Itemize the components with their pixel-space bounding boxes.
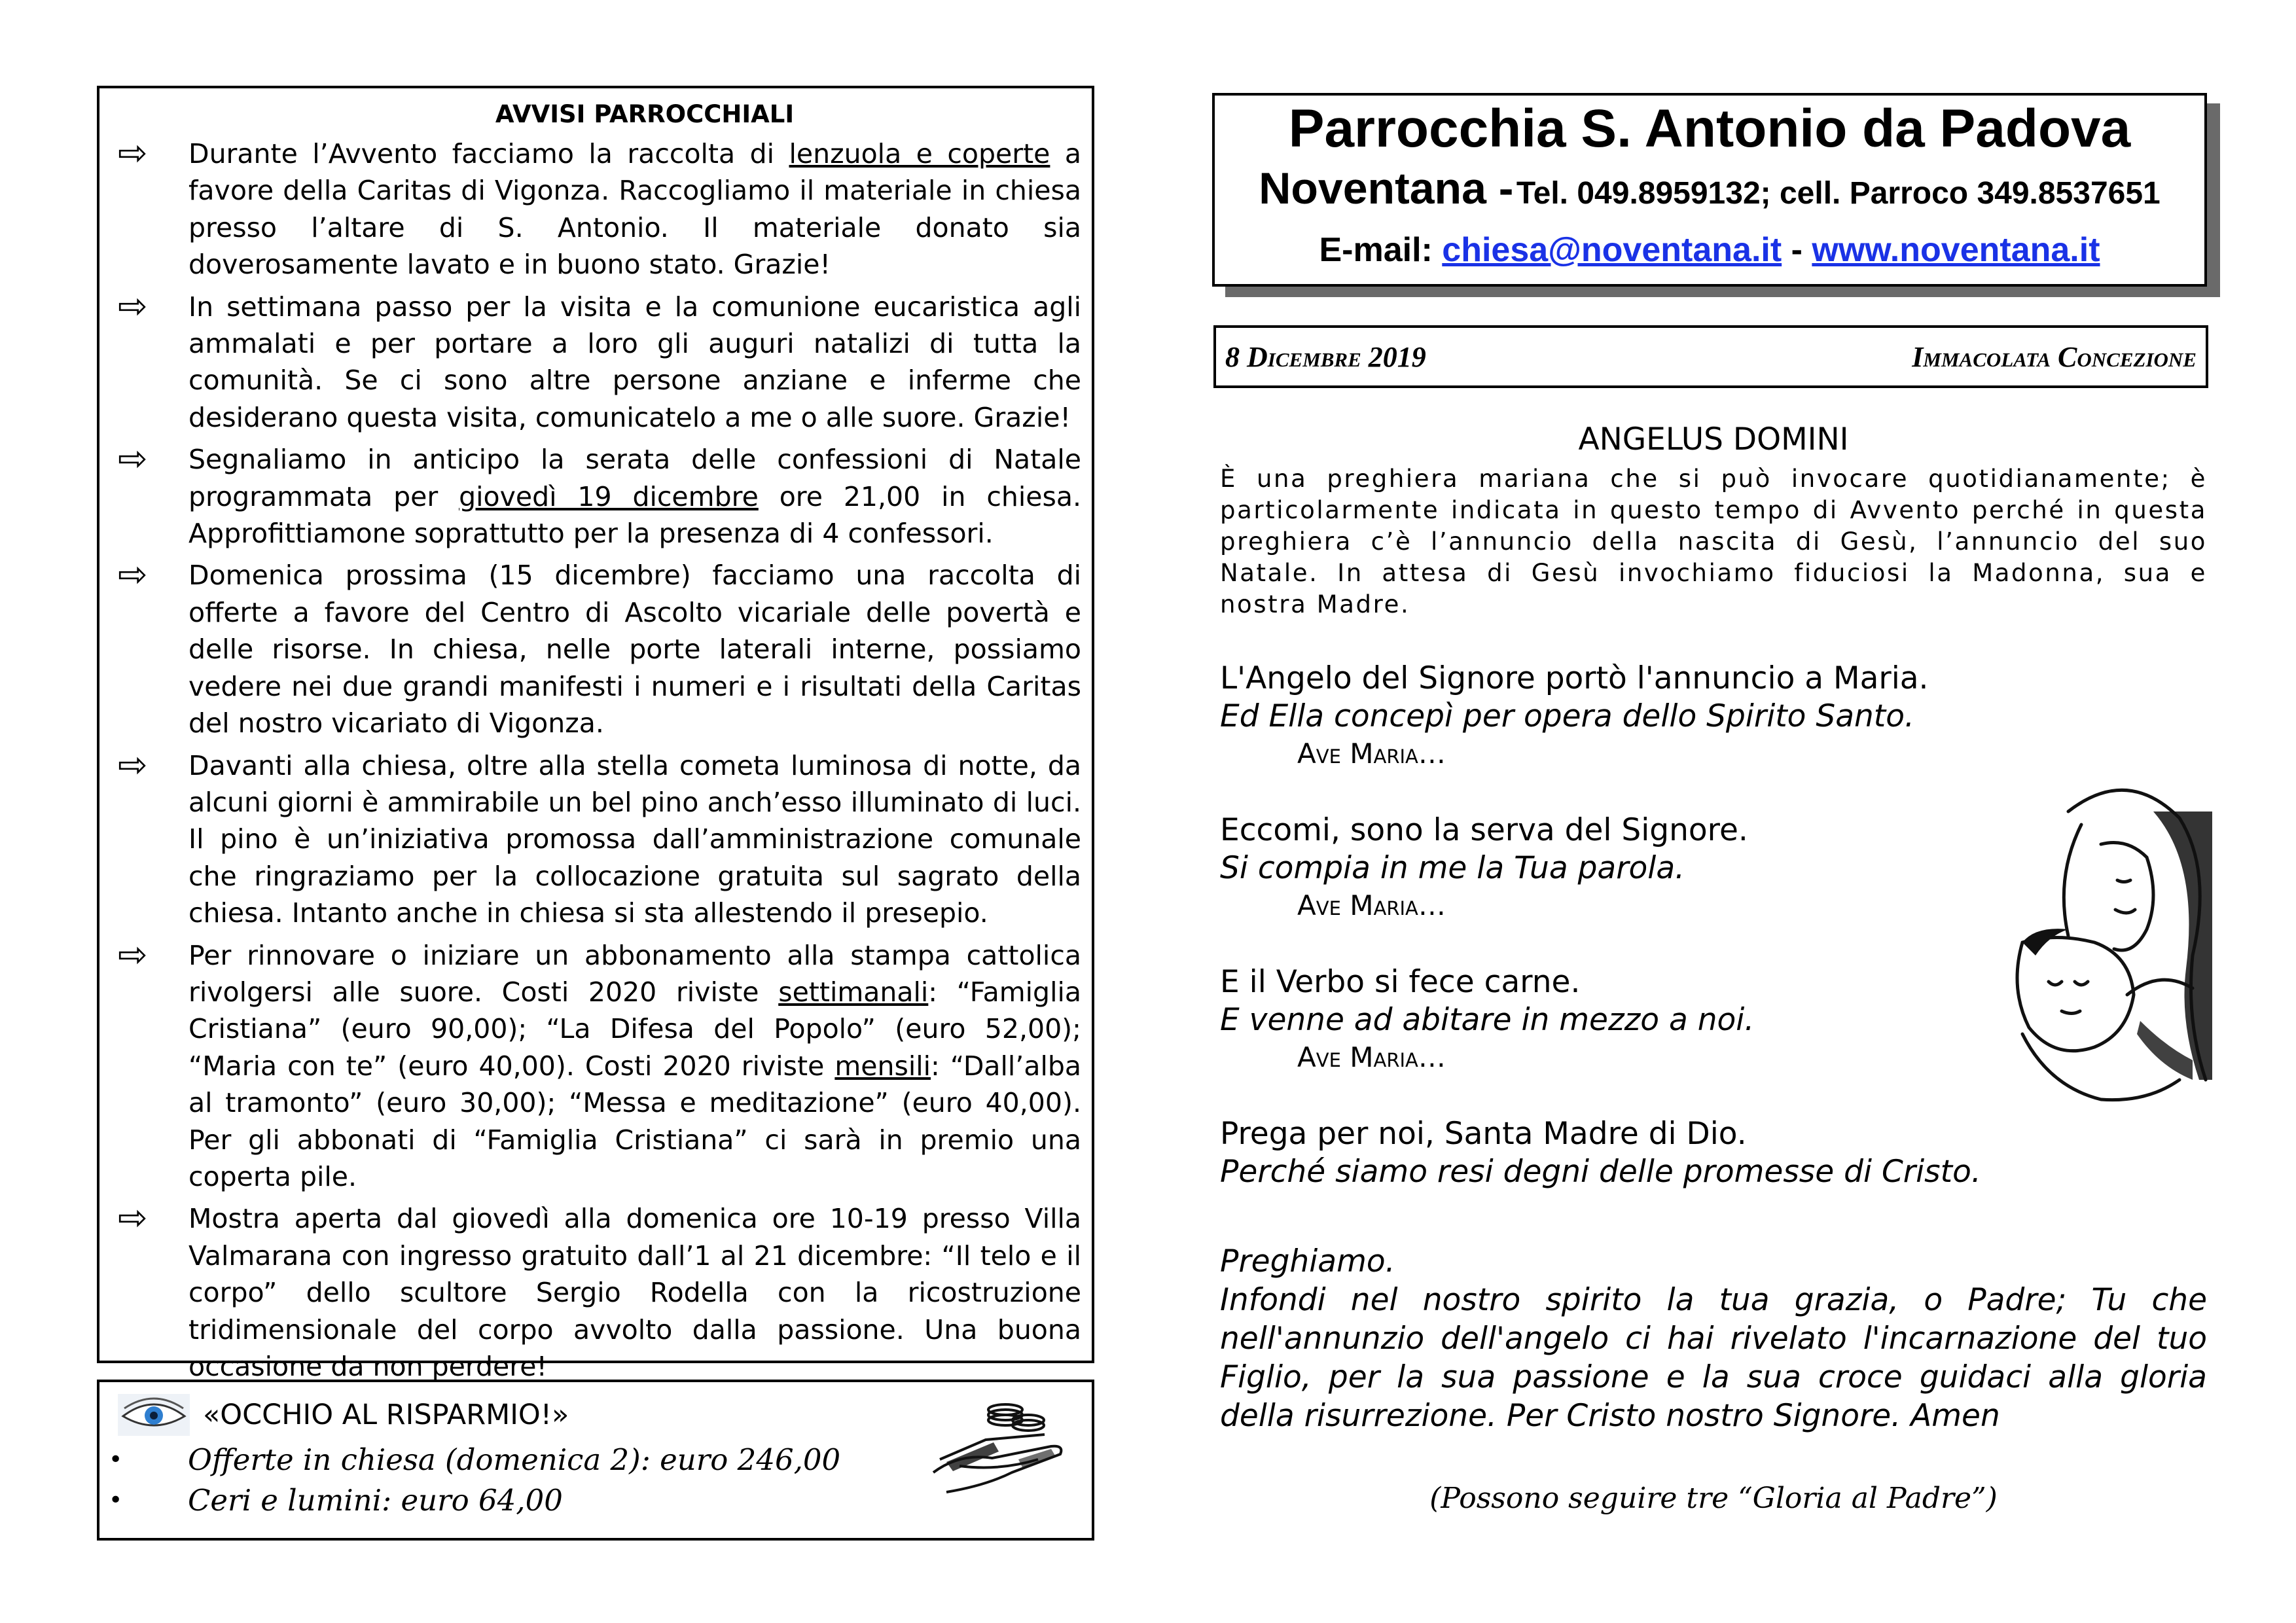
verse-response: Si compia in me la Tua parola. [1220,850,1685,886]
parish-header [1212,93,2207,287]
verse-line: E il Verbo si fece carne. [1220,964,1581,1000]
prayer-verse [1220,660,2207,772]
separator: - [1791,231,1803,269]
list-item: • Offerte in chiesa (domenica 2): euro 246,00 [99,1440,840,1480]
arrow-right-icon: ⇨ [118,933,148,975]
verse-line: Prega per noi, Santa Madre di Dio. [1220,1116,1747,1152]
arrow-right-icon: ⇨ [118,743,148,785]
arrow-right-icon: ⇨ [118,285,148,327]
avvisi-box [97,86,1094,1382]
avviso-text: Segnaliamo in anticipo la serata delle confessioni di Natale programmata per giovedì 19 dicembre ore 21,00 in chiesa. Approfittiamone soprattutto per la presenza di 4 confessori. [188,444,1081,550]
avviso-item [106,285,1085,437]
risparmio-box [97,1380,1094,1541]
website-link[interactable]: www.noventana.it [1812,231,2100,269]
avviso-text: Mostra aperta dal giovedì alla domenica ore 10-19 presso Villa Valmarana con ingresso gratuito dall’1 al 21 dicembre: “Il telo e il corpo” dello scultore Sergio Rodella con la ricostruzione tridimensionale del corpo avvolto dalla passione. Una buona occasione da non perdere! [188,1203,1081,1382]
verse-response: Ed Ella concepì per opera dello Spirito Santo. [1220,698,1914,734]
madonna-child-illustration [1996,772,2212,1113]
avviso-text: Per rinnovare o iniziare un abbonamento alla stampa cattolica rivolgersi alle suore. Costi 2020 riviste settimanali: “Famiglia Cristiana” (euro 90,00); “La Difesa del Popolo” (euro 52,00); “Maria con te” (euro 40,00). Costi 2020 riviste mensili: “Dall’alba al tramonto” (euro 30,00); “Messa e meditazione” (euro 40,00). Per gli abbonati di “Famiglia Cristiana” ci sarà in premio una coperta pile. [188,939,1081,1192]
verse-line: L'Angelo del Signore portò l'annuncio a Maria. [1220,660,1929,696]
preghiamo-label: Preghiamo. [1220,1243,1395,1279]
arrow-right-icon: ⇨ [118,438,148,480]
avviso-item [106,743,1085,932]
parish-contacts [1215,164,2204,226]
avviso-item [106,132,1085,283]
eye-icon [118,1394,190,1436]
avviso-item [106,438,1085,552]
angelus-title: ANGELUS DOMINI [1578,421,1849,457]
parish-town: Noventana - [1259,164,1514,213]
closing-prayer [1220,1242,2207,1435]
parish-title: Parrocchia S. Antonio da Padova [1288,99,2131,158]
prayer-text: Infondi nel nostro spirito la tua grazia, o Padre; Tu che nell'annunzio dell'angelo ci hai rivelato l'incarnazione del tuo Figlio, per la sua passione e la sua croce guidaci alla gloria della risurrezione. Per Cristo nostro Signore. Amen [1220,1282,2207,1434]
arrow-right-icon: ⇨ [118,1197,148,1239]
arrow-right-icon: ⇨ [118,554,148,596]
verse-ave: Ave Maria… [1297,1041,1446,1073]
money-hand-icon [920,1394,1072,1499]
email-link[interactable]: chiesa@noventana.it [1442,231,1782,269]
list-item: • Ceri e lumini: euro 64,00 [99,1480,840,1521]
avviso-text: Durante l’Avvento facciamo la raccolta di lenzuola e coperte a favore della Caritas di Vigonza. Raccogliamo il materiale in chiesa presso l’altare di S. Antonio. Il materiale donato sia doverosamente lavato e in buono stato. Grazie! [188,138,1082,281]
date-band [1213,325,2208,388]
avviso-text: Davanti alla chiesa, oltre alla stella cometa luminosa di notte, da alcuni giorni è ammirabile un bel pino anch’esso illuminato di luci. Il pino è un’iniziativa promossa dall’amministrazione comunale che ringraziamo per la collocazione gratuita sul sagrato della chiesa. Intanto anche in chiesa si sta allestendo il presepio. [188,749,1081,929]
avviso-item [106,554,1085,741]
arrow-right-icon: ⇨ [118,132,148,173]
verse-line: Eccomi, sono la serva del Signore. [1220,812,1748,848]
avviso-text: Domenica prossima (15 dicembre) facciamo una raccolta di offerte a favore del Centro di Ascolto vicariale delle povertà e delle risorse. In chiesa, nelle porte laterali interne, possiamo vedere nei due grandi manifesti i numeri e i risultati della Caritas del nostro vicariato di Vigonza. [188,560,1081,740]
risparmio-list [99,1440,840,1521]
verse-ave: Ave Maria… [1297,889,1446,921]
parish-phones: Tel. 049.8959132; cell. Parroco 349.8537651 [1516,176,2161,211]
avviso-text: In settimana passo per la visita e la comunione eucaristica agli ammalati e per portare a loro gli auguri natalizi di tutta la comunità. Se ci sono altre persone anziane e inferme che desiderano questa visita, comunicatelo a me o alle suore. Grazie! [188,291,1081,433]
verse-ave: Ave Maria… [1297,738,1446,770]
parish-web [1215,226,2204,274]
email-label: E-mail: [1319,231,1433,269]
feast-name: Immacolata Concezione [1912,340,2197,373]
verse-response: Perché siamo resi degni delle promesse di Cristo. [1220,1154,1981,1190]
avviso-item [106,933,1085,1196]
issue-date: 8 Dicembre 2019 [1225,340,1426,373]
avvisi-title: AVVISI PARROCCHIALI [495,100,795,128]
verse-response: E venne ad abitare in mezzo a noi. [1220,1002,1755,1038]
gloria-note: (Possono seguire tre “Gloria al Padre”) [1429,1482,1998,1515]
prayer-verse [1220,1115,2207,1191]
angelus-intro: È una preghiera mariana che si può invocare quotidianamente; è particolarmente indicata in questo tempo di Avvento perché in questa preghiera c’è l’annuncio della nascita di Gesù, l’annuncio del suo Natale. In attesa di Gesù invochiamo fiduciosi la Madonna, sua e nostra Madre. [1220,465,2207,618]
risparmio-title: «OCCHIO AL RISPARMIO!» [203,1399,569,1431]
avviso-item [106,1197,1085,1385]
